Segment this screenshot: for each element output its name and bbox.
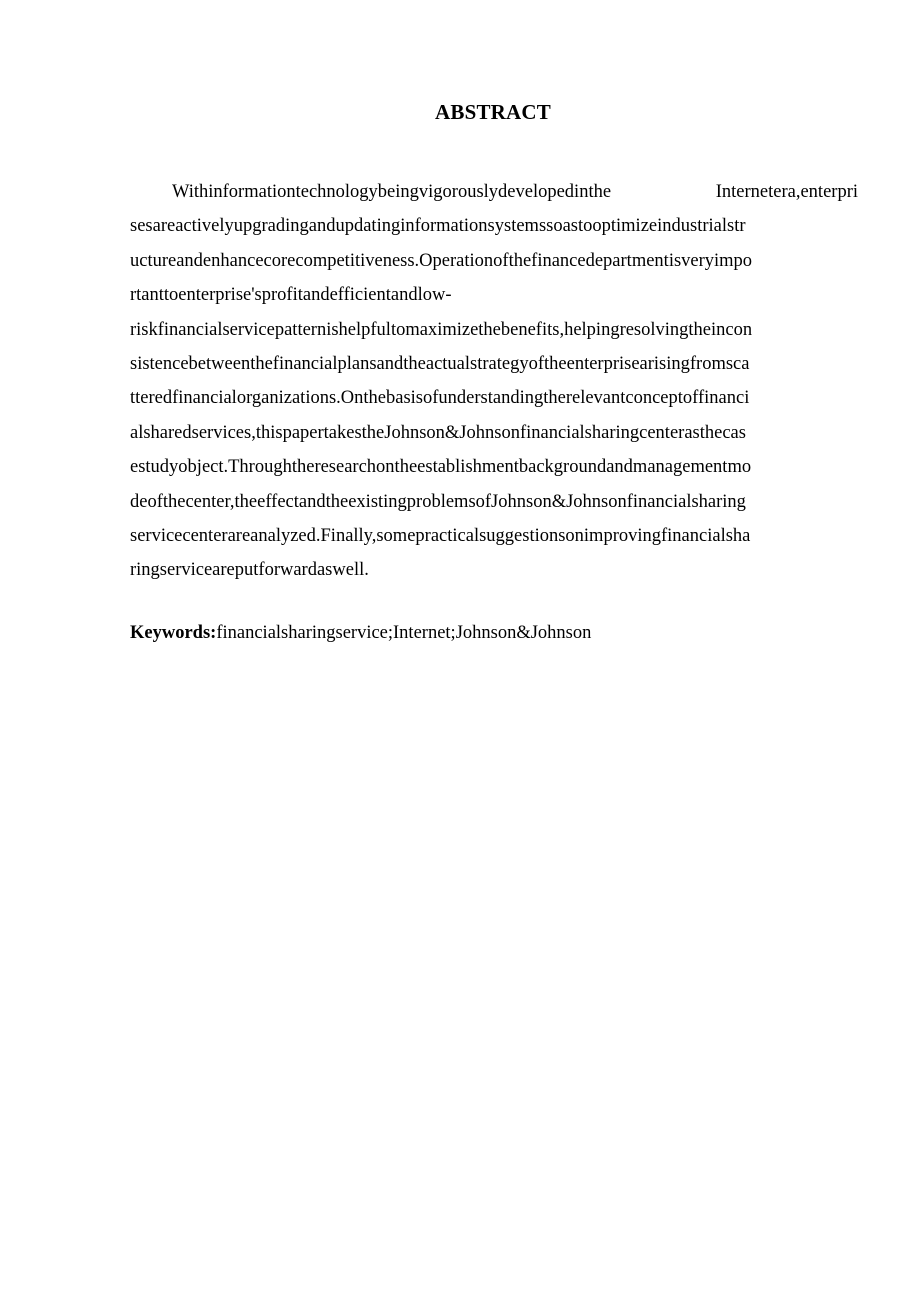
abstract-body (130, 175, 858, 588)
abstract-line: tteredfinancialorganizations.Onthebasisofunderstandingtherelevantconceptoffinanci (130, 388, 750, 409)
abstract-line: uctureandenhancecorecompetitiveness.Operationofthefinancedepartmentisveryimpo (130, 250, 753, 271)
abstract-line: ringserviceareputforwardaswell. (130, 560, 369, 581)
abstract-line: Withinformationtechnologybeingvigorouslydevelopedinthe Internetera,enterpri (172, 182, 858, 202)
abstract-line: estudyobject.Throughtheresearchontheestablishmentbackgroundandmanagementmo (130, 457, 752, 478)
abstract-line: alsharedservices,thispapertakestheJohnson&Johnsonfinancialsharingcenterasthecas (130, 422, 746, 443)
abstract-line: sistencebetweenthefinancialplansandtheactualstrategyoftheenterprisearisingfromsca (130, 354, 750, 375)
keywords-text: financialsharingservice;Internet;Johnson&Johnson (216, 623, 592, 643)
keywords-line (130, 620, 858, 646)
keywords-label: Keywords: (130, 623, 217, 643)
abstract-line: servicecenterareanalyzed.Finally,somepracticalsuggestionsonimprovingfinancialsha (130, 526, 751, 547)
abstract-line: sesareactivelyupgradingandupdatinginformationsystemssoastooptimizeindustrialstr (130, 216, 746, 237)
abstract-line: riskfinancialservicepatternishelpfultomaximizethebenefits,helpingresolvingtheincon (130, 319, 753, 340)
abstract-title: ABSTRACT (435, 100, 551, 124)
abstract-line: deofthecenter,theeffectandtheexistingproblemsofJohnson&Johnsonfinancialsharing (130, 491, 746, 512)
abstract-line: rtanttoenterprise'sprofitandefficientandlow- (130, 285, 452, 306)
